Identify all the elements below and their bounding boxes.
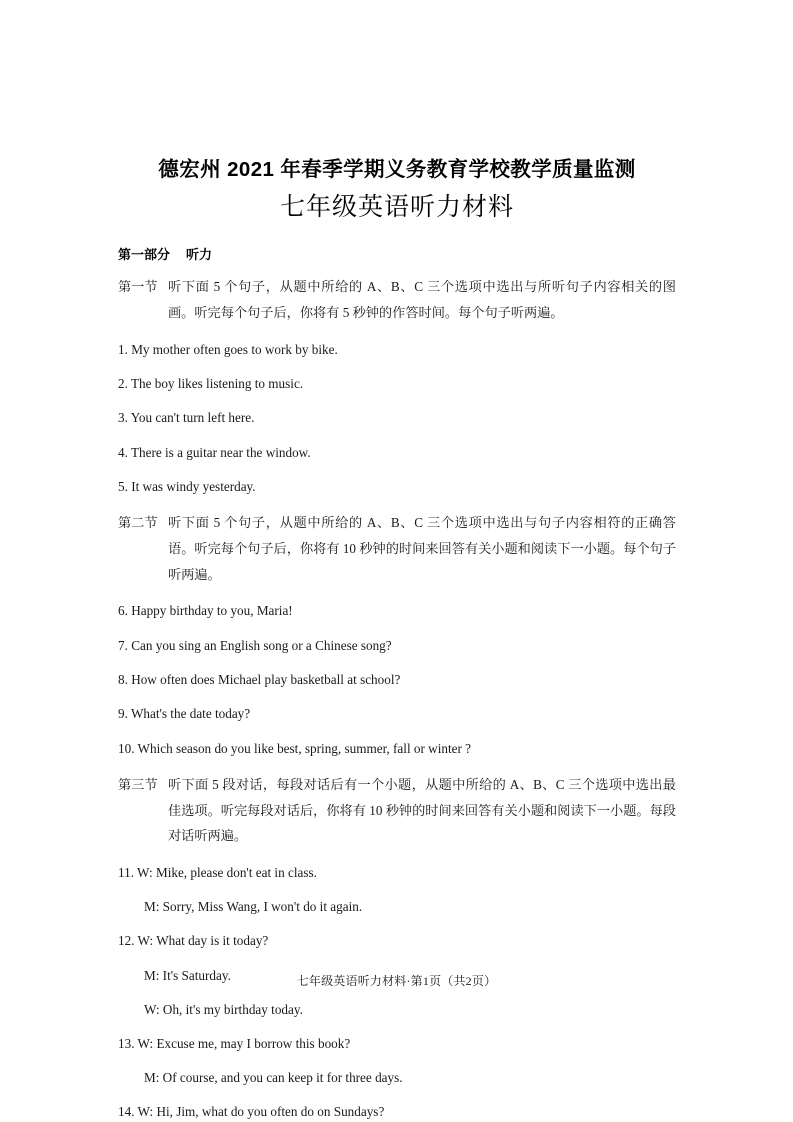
section-label-1: 第一节 — [118, 279, 158, 295]
section-label-3: 第三节 — [118, 776, 158, 792]
dialogue-turn: 13. W: Excuse me, may I borrow this book? — [118, 1035, 351, 1051]
dialogue-turn: M: Sorry, Miss Wang, I won't do it again. — [144, 899, 363, 915]
document-content — [118, 0, 676, 1122]
list-item: 5. It was windy yesterday. — [118, 478, 256, 494]
section-body-2: 听下面 5 个句子，从题中所给的 A、B、C 三个选项中选出与句子内容相符的正确答语。听完每个句子后，你将有 10 秒钟的时间来回答有关小题和阅读下一小题。每个句子听两遍。 — [168, 515, 676, 582]
page-subtitle: 七年级英语听力材料 — [279, 193, 514, 221]
list-item: 7. Can you sing an English song or a Chinese song? — [118, 637, 392, 653]
dialogue-turn: 11. W: Mike, please don't eat in class. — [118, 865, 317, 881]
dialogue-item — [118, 1033, 676, 1088]
part-heading-label: 第一部分 — [118, 246, 171, 262]
page-footer: 七年级英语听力材料·第1页（共2页） — [296, 974, 497, 988]
list-item: 1. My mother often goes to work by bike. — [118, 341, 338, 357]
part-heading — [118, 223, 676, 265]
dialogue-turn: M: Of course, and you can keep it for three days. — [144, 1069, 403, 1085]
section-instructions-2 — [118, 510, 676, 587]
section-body-1: 听下面 5 个句子，从题中所给的 A、B、C 三个选项中选出与所听句子内容相关的图画。听完每个句子后，你将有 5 秒钟的作答时间。每个句子听两遍。 — [168, 279, 676, 320]
list-item: 3. You can't turn left here. — [118, 410, 255, 426]
dialogue-turn: M: It's Saturday. — [144, 967, 231, 983]
list-item: 10. Which season do you like best, spring, summer, fall or winter ? — [118, 740, 472, 756]
section-instructions-1 — [118, 274, 676, 325]
dialogue-turn: W: Oh, it's my birthday today. — [144, 1001, 303, 1017]
section-label-2: 第二节 — [118, 515, 158, 531]
dialogue-turn: 12. W: What day is it today? — [118, 933, 269, 949]
list-item: 2. The boy likes listening to music. — [118, 375, 304, 391]
list-item: 4. There is a guitar near the window. — [118, 444, 311, 460]
dialogue-turn: 14. W: Hi, Jim, what do you often do on Sundays? — [118, 1104, 385, 1119]
dialogue-item — [118, 862, 676, 917]
list-item: 8. How often does Michael play basketball at school? — [118, 671, 401, 687]
list-item: 9. What's the date today? — [118, 706, 251, 722]
section-instructions-3 — [118, 772, 676, 849]
dialogue-item — [118, 1101, 676, 1122]
list-item: 6. Happy birthday to you, Maria! — [118, 603, 293, 619]
part-heading-name: 听力 — [186, 246, 213, 262]
section-body-3: 听下面 5 段对话，每段对话后有一个小题，从题中所给的 A、B、C 三个选项中选出最佳选项。听完每段对话后，你将有 10 秒钟的时间来回答有关小题和阅读下一小题。每段对话听两遍。 — [168, 776, 676, 844]
page-title: 德宏州 2021 年春季学期义务教育学校教学质量监测 — [158, 158, 636, 181]
